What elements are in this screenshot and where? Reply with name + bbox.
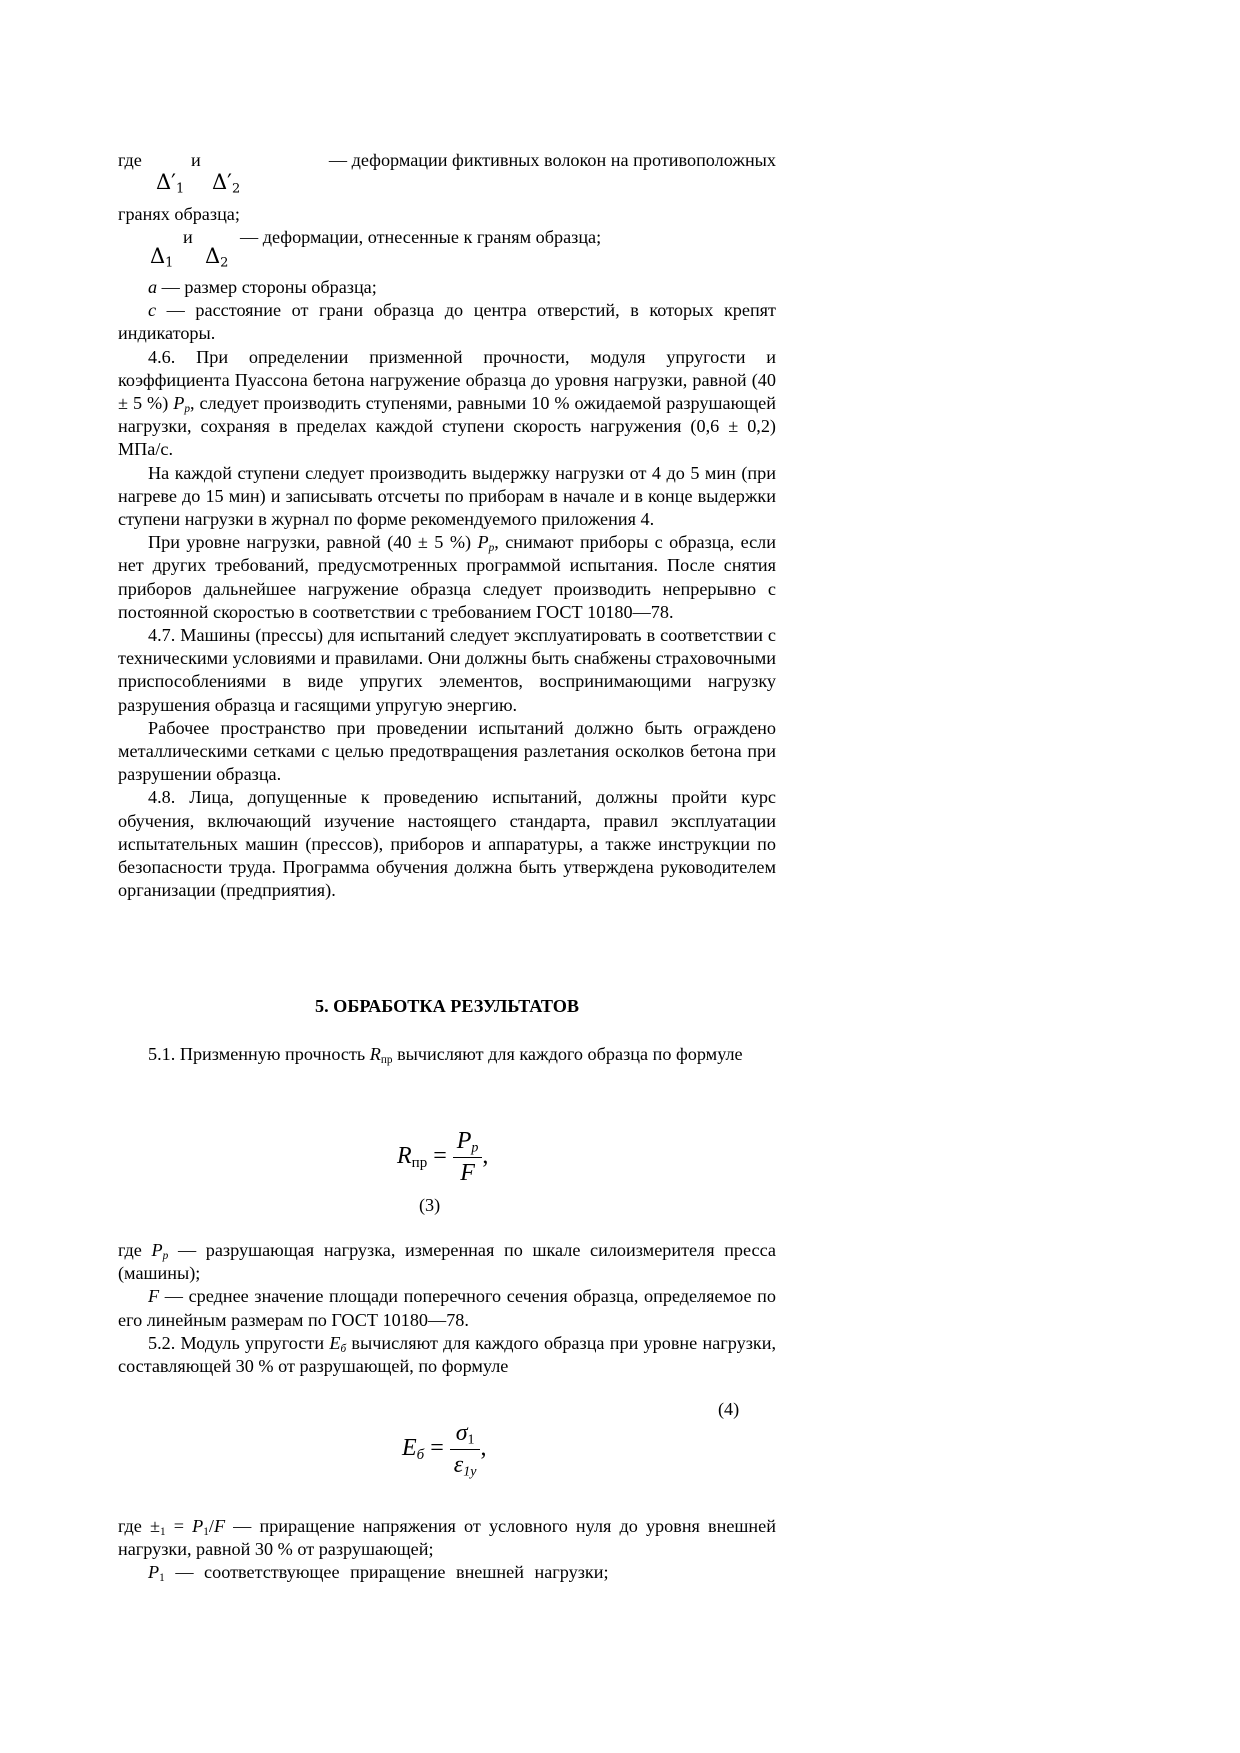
paragraph-4-8: 4.8. Лица, допущенные к проведению испытаний, должны пройти курс обучения, включающий изучение настоящего стандарта, правил эксплуатации испытательных машин (прессов), приборов и аппаратуры, а также инструкции по безопасности труда. Программа обучения должна быть утверждена руководителем организации (предприятия). [118,787,776,901]
definition-c: c — расстояние от грани образца до центра отверстий, в которых крепят индикаторы. [118,300,776,344]
deformation-faces-description: — деформации, отнесенные к граням образца; [240,227,602,247]
delta-1-symbol: $\Delta_1$ [150,244,174,271]
definition-p1: $P_1$ — соответствующее приращение внешней нагрузки; [148,1562,609,1585]
formula-comma: , [482,1143,489,1170]
deformation-description: — деформации фиктивных волокон на противоположных [328,150,776,170]
definition-f: F — среднее значение площади поперечного сечения образца, определяемое по его линейным размерам по ГОСТ 10180—78. [118,1286,776,1330]
paragraph-5-2: 5.2. Модуль упругости $E_б$ вычисляют для каждого образца при уровне нагрузки, составляющей 30 % от разрушающей, по формуле [118,1332,777,1377]
where-word: где [118,150,142,170]
paragraph-4-6-remove-instruments: При уровне нагрузки, равной (40 ± 5 %) $P_p$, снимают приборы с образца, если нет других требований, предусмотренных программой испытания. После снятия приборов дальнейшее нагружение образца следует производить непрерывно с постоянной скоростью в соответствии с требованием ГОСТ 10180—78. [118,532,776,622]
equals-sign: = [433,1143,447,1170]
paragraph-4-6: 4.6. При определении призменной прочности, модуля упругости и коэффициента Пуассона бетона нагружение образца до уровня нагрузки, равной (40 ± 5 %) $P_p$, следует производить ступенями, равными 10 % ожидаемой разрушающей нагрузки, сохраняя в пределах каждой ступени скорость нагружения (0,6 ± 0,2) МПа/с. [118,346,776,460]
denominator: F [460,1160,475,1186]
formula-3 [397,1128,488,1187]
paragraph-4-7-workspace: Рабочее пространство при проведении испытаний должно быть ограждено металлическими сетками с целью предотвращения разлетания осколков бетона при разрушении образца. [118,717,776,785]
definition-pp: где $P_р$ — разрушающая нагрузка, измеренная по шкале силоизмерителя пресса (машины); [118,1240,776,1284]
section-title: 5. ОБРАБОТКА РЕЗУЛЬТАТОВ [314,996,579,1016]
paragraph-4-6-hold: На каждой ступени следует производить выдержку нагрузки от 4 до 5 мин (при нагреве до 15 мин) и записывать отсчеты по приборам в начале и в конце выдержки ступени нагрузки в журнал по форме рекомендуемого приложения 4. [118,462,776,530]
delta-2-symbol: $\Delta_2$ [205,244,229,271]
formula-comma: , [480,1435,487,1462]
conjunction: и [183,227,193,247]
formula-lhs-subscript: пр [411,1154,428,1171]
delta-prime-1-symbol: $\Delta'_1$ [156,170,185,197]
formula-lhs: E [402,1435,417,1462]
formula-lhs: R [397,1143,412,1170]
fraction [450,1420,481,1479]
delta-prime-2-symbol: $\Delta'_2$ [212,170,241,197]
equation-number-4: (4) [718,1399,740,1419]
definition-a: a — размер стороны образца; [148,277,377,297]
text-block-definitions-4 [118,1515,776,1585]
definition-sigma: где $\pm_1 = P_1/F$ — приращение напряжения от условного нуля до уровня внешней нагрузки, равной 30 % от разрушающей; [118,1516,776,1560]
denominator: $\varepsilon_{1y}$ [453,1452,477,1480]
fraction [453,1128,483,1187]
equals-sign: = [430,1435,444,1462]
paragraph-5-1: 5.1. Призменную прочность $R_{пр}$ вычисляют для каждого образца по формуле [148,1044,743,1066]
conjunction: и [191,150,201,170]
numerator: $\sigma_1$ [450,1420,481,1450]
text-block-definitions-and-section-4 [118,276,776,902]
numerator: $P_p$ [453,1128,483,1158]
paragraph-4-7: 4.7. Машины (прессы) для испытаний следует эксплуатировать в соответствии с техническими условиями и правилами. Они должны быть снабжены страховочными приспособлениями в виде упругих элементов, воспринимающими нагрузку разрушения образца и гасящими упругую энергию. [118,625,776,715]
equation-number-3: (3) [419,1195,441,1215]
formula-4 [402,1420,486,1479]
formula-lhs-subscript: б [416,1446,425,1463]
deformation-description-cont: гранях образца; [118,204,240,224]
text-block-definitions-5-2 [118,1239,776,1378]
